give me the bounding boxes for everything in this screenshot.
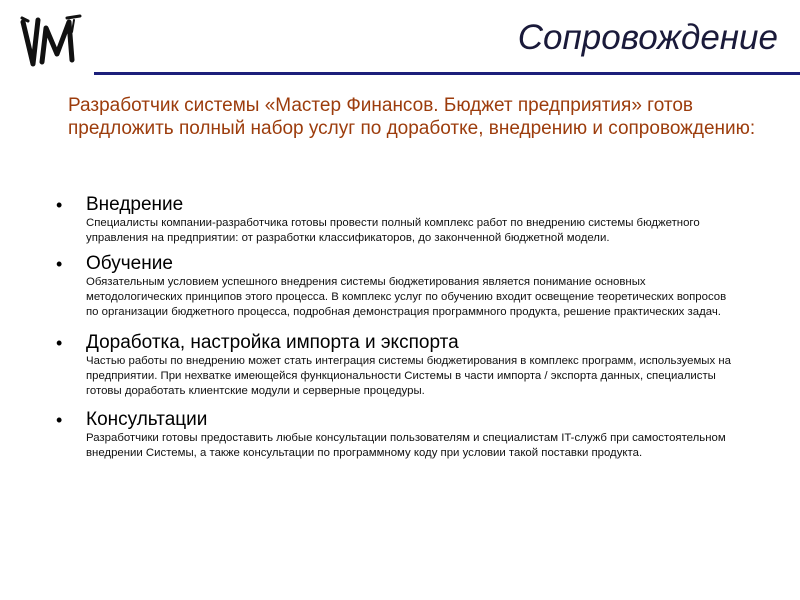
list-item-implementation [52,194,752,246]
service-list [52,194,752,461]
list-item-description: Разработчики готовы предоставить любые консультации пользователям и специалистам IT-служб при самостоятельном внедрении Системы, а также консультации по программному коду при условии такой поставки продукта. [86,432,726,459]
bullet-icon: • [56,254,63,274]
vm-logo-icon [20,12,86,70]
list-item-training [52,253,752,320]
bullet-icon: • [56,195,63,215]
list-item-consulting [52,409,752,461]
list-item-title: Внедрение [86,194,184,215]
title-divider [94,72,800,75]
list-item-description: Специалисты компании-разработчика готовы провести полный комплекс работ по внедрению системы бюджетного управления на предприятии: от разработки классификаторов, до законченной бюджетной модели. [86,217,700,244]
list-item-description: Частью работы по внедрению может стать интеграция системы бюджетирования в комплекс программ, используемых на предприятии. При нехватке имеющейся функциональности Системы в части импорта / экспорта данных, специалисты готовы доработать клиентские модули и серверные процедуры. [86,355,731,397]
page-title: Сопровождение [517,18,778,57]
list-item-description: Обязательным условием успешного внедрения системы бюджетирования является понимание основных методологических принципов этого процесса. В комплекс услуг по обучению входит освещение теоретических вопросов по организации бюджетного процесса, подробная демонстрация программного продукта, решение практических задач. [86,276,727,318]
list-item-title: Обучение [86,253,173,274]
bullet-icon: • [56,333,63,353]
list-item-import-export [52,332,752,399]
list-item-title: Доработка, настройка импорта и экспорта [86,332,459,353]
list-item-title: Консультации [86,409,208,430]
bullet-icon: • [56,410,63,430]
intro-text: Разработчик системы «Мастер Финансов. Бюджет предприятия» готов предложить полный набор услуг по доработке, внедрению и сопровождению: [68,95,756,139]
